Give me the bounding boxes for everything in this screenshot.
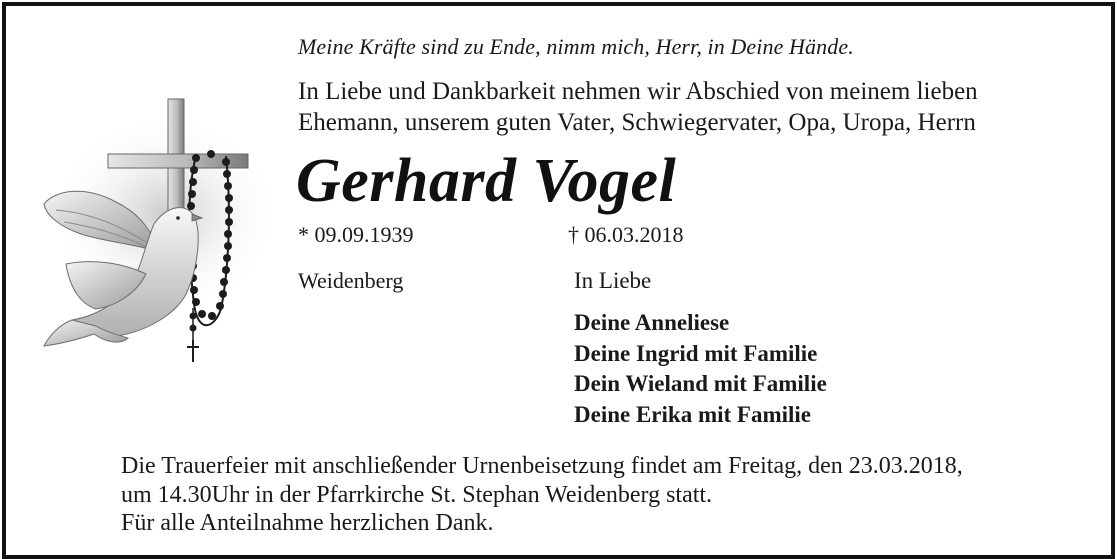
deceased-name: Gerhard Vogel <box>296 147 677 215</box>
dove-icon <box>44 191 202 346</box>
mourner-entry: Deine Anneliese <box>574 310 730 335</box>
memorial-illustration <box>36 94 266 374</box>
closing-phrase: In Liebe <box>574 268 652 293</box>
hometown: Weidenberg <box>298 268 404 293</box>
footer-line: um 14.30Uhr in der Pfarrkirche St. Stephan Weidenberg statt. <box>121 481 713 508</box>
death-date: † 06.03.2018 <box>568 222 684 247</box>
mourner-entry: Deine Ingrid mit Familie <box>574 340 818 366</box>
intro-text <box>298 76 978 138</box>
birth-date: * 09.09.1939 <box>298 222 414 247</box>
mourner-entry: Dein Wieland mit Familie <box>574 371 827 396</box>
intro-line: Ehemann, unserem guten Vater, Schwiegervater, Opa, Uropa, Herrn <box>298 109 976 136</box>
mourners-list <box>574 308 827 430</box>
obituary-notice <box>2 2 1115 559</box>
funeral-details <box>121 452 963 538</box>
footer-line: Die Trauerfeier mit anschließender Urnenbeisetzung findet am Freitag, den 23.03.2018, <box>121 453 963 479</box>
intro-line: In Liebe und Dankbarkeit nehmen wir Abschied von meinem lieben <box>298 78 978 105</box>
mourner-entry: Deine Erika mit Familie <box>574 401 811 427</box>
footer-line: Für alle Anteilnahme herzlichen Dank. <box>121 510 494 536</box>
motto-verse: Meine Kräfte sind zu Ende, nimm mich, Herr, in Deine Hände. <box>298 34 854 59</box>
